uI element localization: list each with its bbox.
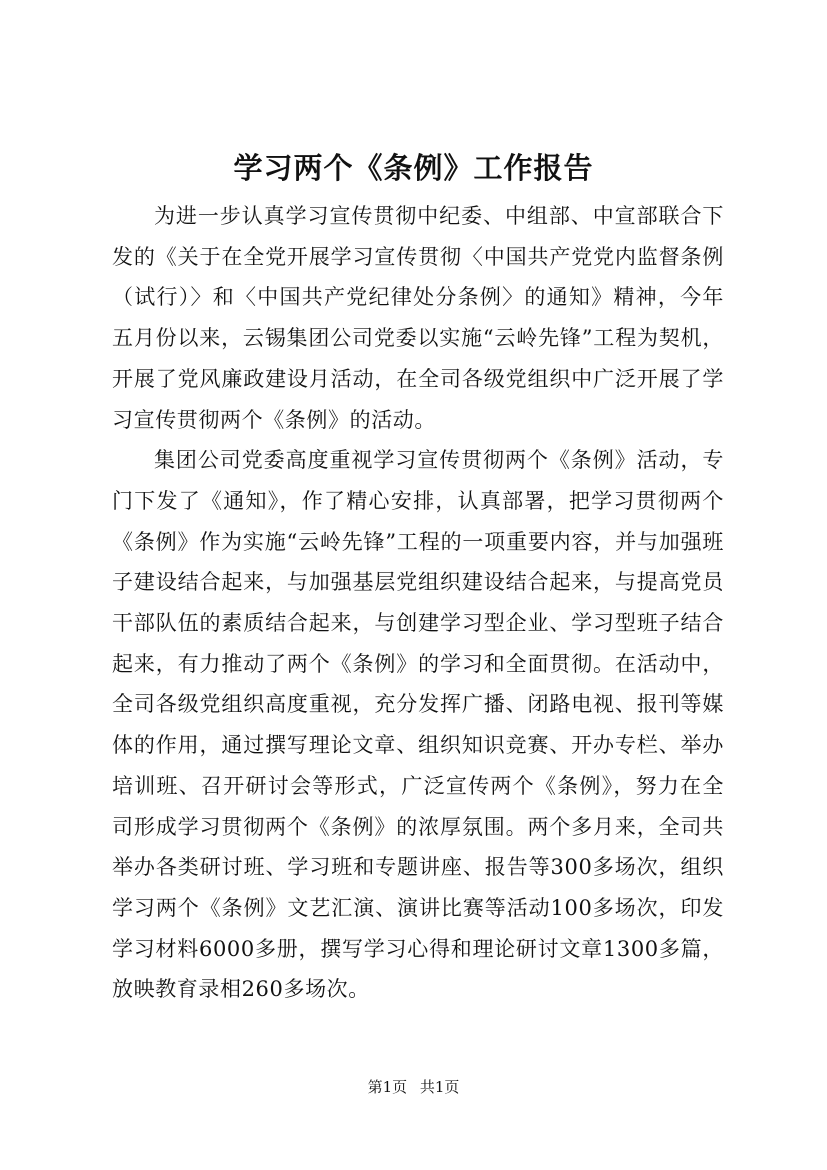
page-number-current: 第1页 xyxy=(367,1078,408,1096)
paragraph-2: 集团公司党委高度重视学习宣传贯彻两个《条例》活动，专门下发了《通知》，作了精心安排，认真部署，把学习贯彻两个《条例》作为实施“云岭先锋”工程的一项重要内容，并与加强班子建设结合起来，与加强基层党组织建设结合起来，与提高党员干部队伍的素质结合起来，与创建学习型企业、学习型班子结合起来，有力推动了两个《条例》的学习和全面贯彻。在活动中，全司各级党组织高度重视，充分发挥广播、闭路电视、报刊等媒体的作用，通过撰写理论文章、组织知识竞赛、开办专栏、举办培训班、召开研讨会等形式，广泛宣传两个《条例》，努力在全司形成学习贯彻两个《条例》的浓厚氛围。两个多月来，全司共举办各类研讨班、学习班和专题讲座、报告等300多场次，组织学习两个《条例》文艺汇演、演讲比赛等活动100多场次，印发学习材料6000多册，撰写学习心得和理论研讨文章1300多篇，放映教育录相260多场次。 xyxy=(112,448,724,1002)
page-number-total: 共1页 xyxy=(419,1078,460,1096)
document-title: 学习两个《条例》工作报告 xyxy=(233,151,594,185)
paragraph-1: 为进一步认真学习宣传贯彻中纪委、中组部、中宣部联合下发的《关于在全党开展学习宣传贯彻〈中国共产党党内监督条例（试行）〉和〈中国共产党纪律处分条例〉的通知》精神，今年五月份以来，云锡集团公司党委以实施“云岭先锋”工程为契机，开展了党风廉政建设月活动，在全司各级党组织中广泛开展了学习宣传贯彻两个《条例》的活动。 xyxy=(112,204,724,432)
page-footer xyxy=(0,1076,827,1097)
document-body xyxy=(112,196,724,1010)
